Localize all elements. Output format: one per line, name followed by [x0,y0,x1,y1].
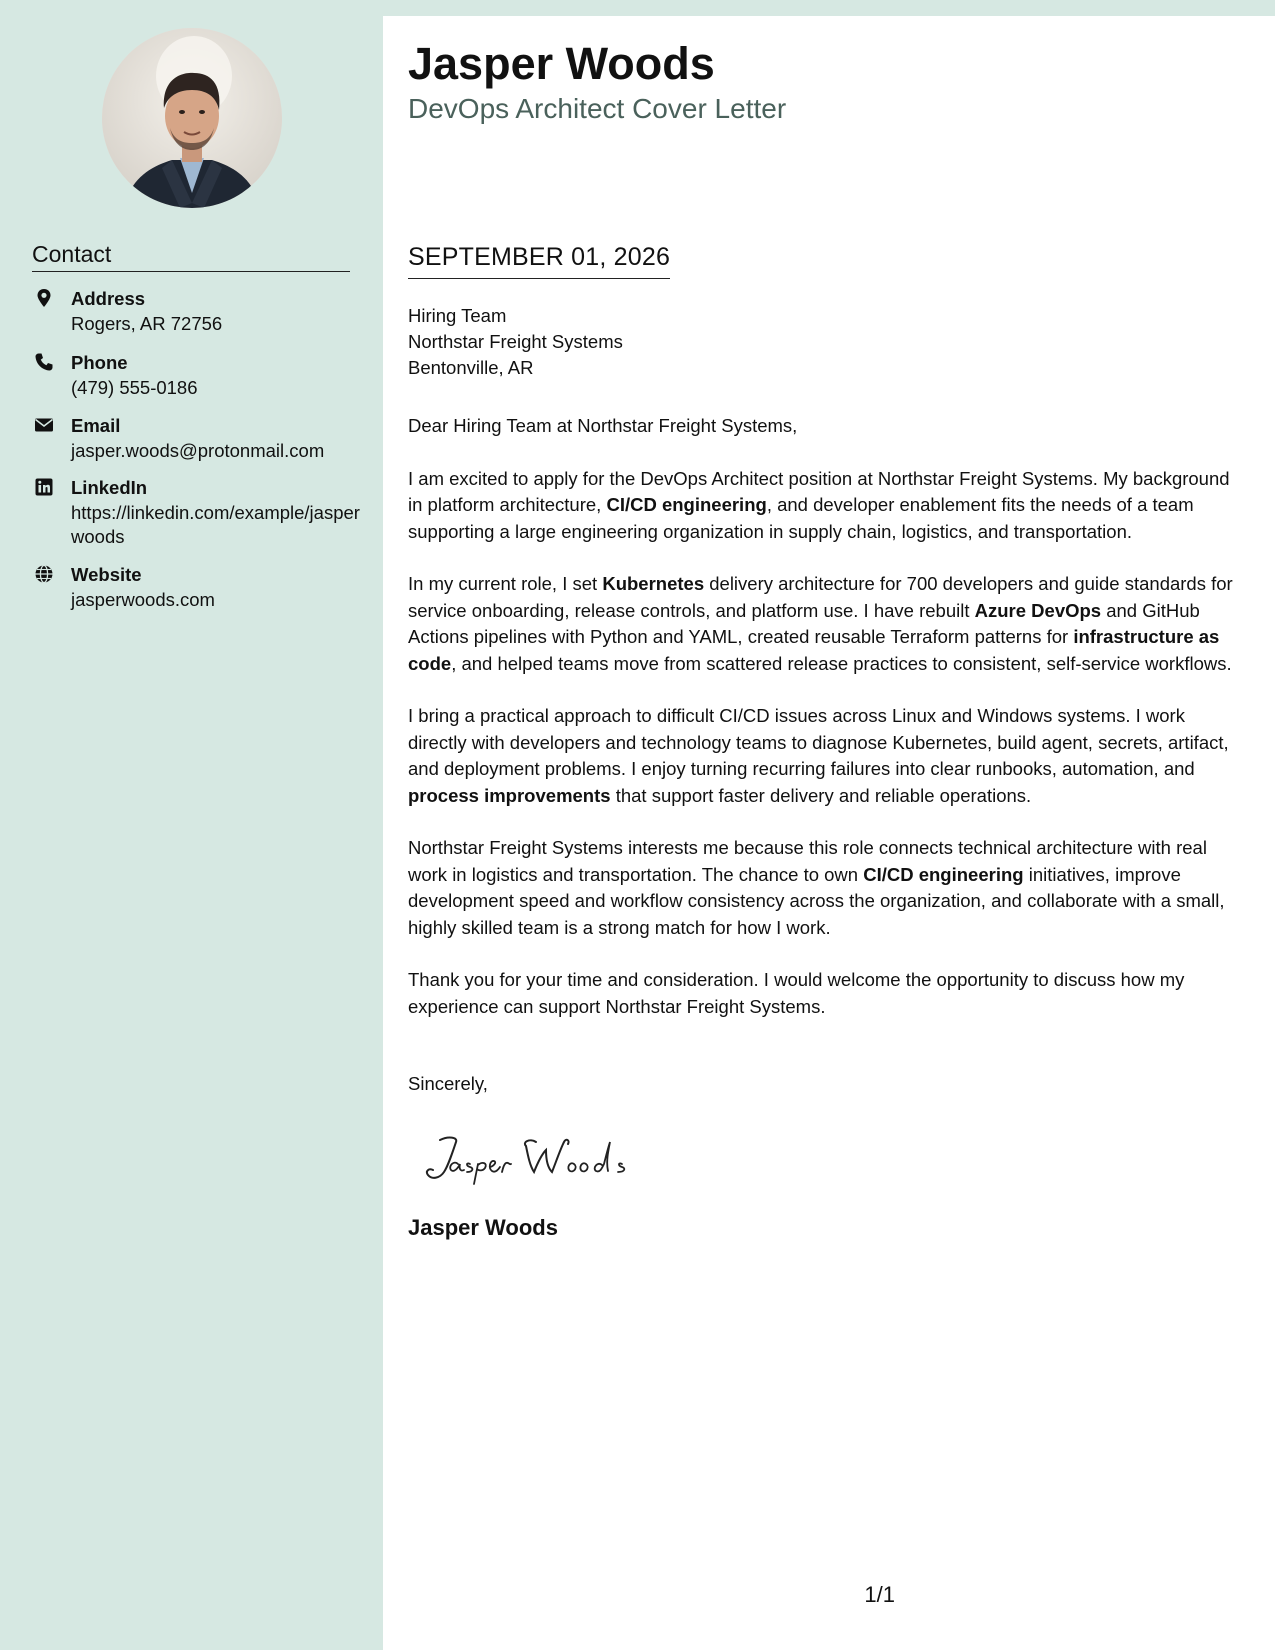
applicant-name: Jasper Woods [408,38,715,89]
linkedin-icon [34,477,54,497]
map-pin-icon [34,288,54,308]
phone-label: Phone [71,352,128,373]
phone-value: (479) 555-0186 [71,377,198,398]
profile-photo-image [102,28,282,208]
paragraph-3: I bring a practical approach to difficult CI/CD issues across Linux and Windows systems. I work directly with developers and technology teams to diagnose Kubernetes, build agent, secrets, artifact, and deployment problems. I enjoy turning recurring failures into clear runbooks, automation, and process improvements that support faster delivery and reliable operations. [408,705,1229,806]
page-number: 1/1 [864,1582,895,1607]
phone-icon [34,352,54,372]
profile-photo [102,28,282,208]
paragraph-5: Thank you for your time and consideration. I would welcome the opportunity to discuss how my experience can support Northstar Freight Systems. [408,969,1185,1017]
recipient-line: Bentonville, AR [408,357,534,378]
paragraph-2: In my current role, I set Kubernetes delivery architecture for 700 developers and guide standards for service onboarding, release controls, and platform use. I have rebuilt Azure DevOps and GitHub Actions pipelines with Python and YAML, created reusable Terraform patterns for infrastructure as code, and helped teams move from scattered release practices to consistent, self-service workflows. [408,573,1233,674]
recipient-line: Northstar Freight Systems [408,331,623,352]
website-link[interactable]: jasperwoods.com [71,589,215,610]
recipient-line: Hiring Team [408,305,507,326]
paragraph-1: I am excited to apply for the DevOps Architect position at Northstar Freight Systems. My background in platform architecture, CI/CD engineering, and developer enablement fits the needs of a team supporting a large engineering organization in supply chain, logistics, and transportation. [408,467,1230,542]
handwritten-signature [418,1128,658,1188]
linkedin-link[interactable]: https://linkedin.com/example/jasperwoods [71,502,360,547]
letter-body [408,413,1243,1046]
envelope-icon [34,415,54,435]
address-label: Address [71,288,146,309]
signer-name: Jasper Woods [408,1215,558,1240]
letter-page [383,16,1275,1650]
email-label: Email [71,415,121,436]
letter-date: SEPTEMBER 01, 2026 [408,242,670,279]
linkedin-label: LinkedIn [71,477,148,498]
contact-heading: Contact [32,240,350,272]
address-value: Rogers, AR 72756 [71,313,223,334]
email-link[interactable]: jasper.woods@protonmail.com [71,440,325,461]
sidebar [0,0,383,1650]
globe-icon [34,564,54,584]
website-label: Website [71,564,142,585]
closing: Sincerely, [408,1073,488,1094]
document-subtitle: DevOps Architect Cover Letter [408,93,787,124]
recipient-block [408,303,623,381]
salutation: Dear Hiring Team at Northstar Freight Systems, [408,415,798,436]
paragraph-4: Northstar Freight Systems interests me because this role connects technical architecture with real work in logistics and transportation. The chance to own CI/CD engineering initiatives, improve development speed and workflow consistency across the organization, and collaborate with a small, highly skilled team is a strong match for how I work. [408,837,1225,938]
